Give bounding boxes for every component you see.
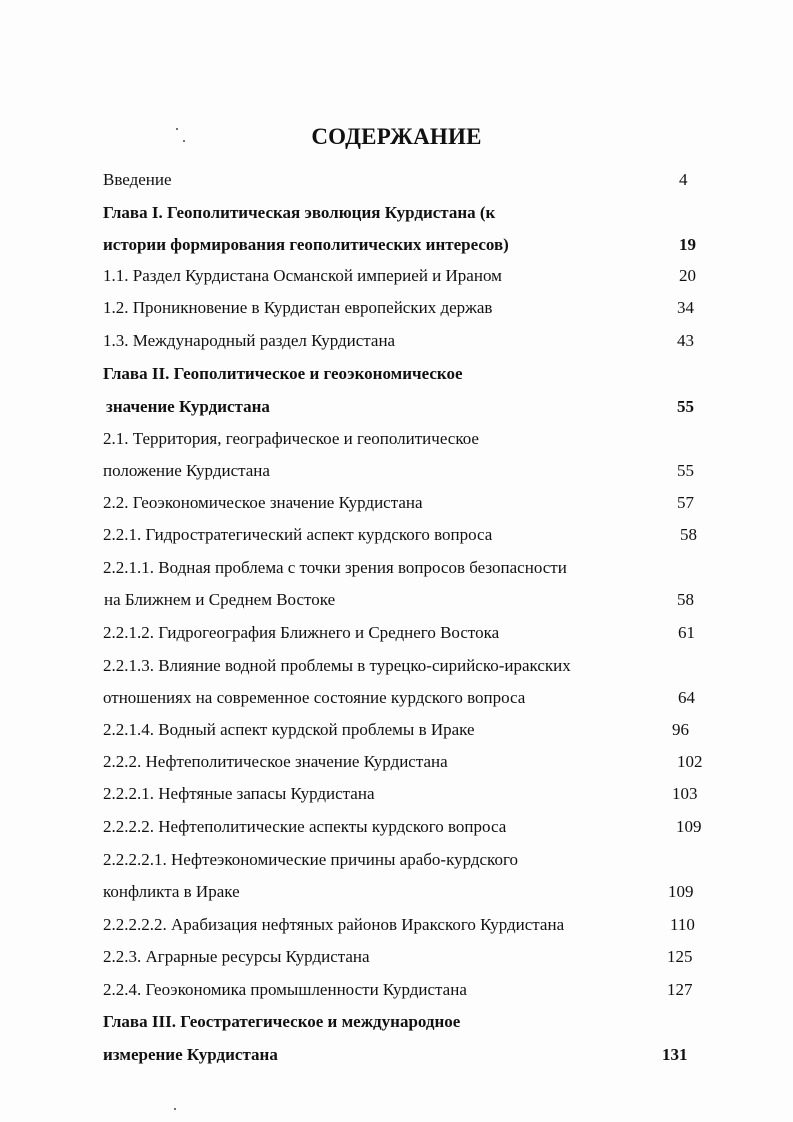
toc-entry-text: 2.2.1.1. Водная проблема с точки зрения вопросов безопасности: [103, 558, 567, 577]
toc-entry-page-number: 34: [677, 298, 694, 317]
toc-entry-text: 2.2.2.2.1. Нефтеэкономические причины арабо-курдского: [103, 850, 519, 869]
toc-entry-page-number: 57: [677, 493, 694, 512]
toc-entry-text: 2.2.1.4. Водный аспект курдской проблемы в Ираке: [103, 720, 475, 739]
toc-entry-text: на Ближнем и Среднем Востоке: [104, 590, 336, 609]
scan-speck: [174, 1108, 176, 1110]
toc-entry-text: Глава III. Геостратегическое и международное: [103, 1012, 461, 1031]
toc-entry-text: 2.2.1. Гидростратегический аспект курдского вопроса: [103, 525, 493, 544]
toc-entry-page-number: 58: [680, 525, 697, 544]
toc-entry-text: 2.2.1.3. Влияние водной проблемы в турецко-сирийско-иракских: [103, 656, 571, 675]
toc-entry-page-number: 61: [678, 623, 695, 642]
toc-entry-page-number: 43: [677, 331, 694, 350]
toc-entry-page-number: 55: [677, 461, 694, 480]
toc-entry-text: истории формирования геополитических интересов): [103, 235, 509, 254]
page-title: СОДЕРЖАНИЕ: [311, 124, 482, 149]
scan-speck: [183, 140, 185, 142]
toc-entry-text: Глава II. Геополитическое и геоэкономическое: [103, 364, 463, 383]
toc-entry-text: Глава I. Геополитическая эволюция Курдистана (к: [103, 203, 496, 222]
toc-entry-page-number: 110: [670, 915, 695, 934]
toc-entry-text: 2.2.4. Геоэкономика промышленности Курдистана: [103, 980, 467, 999]
toc-entry-page-number: 55: [677, 397, 694, 416]
toc-entry-text: конфликта в Ираке: [103, 882, 240, 901]
toc-entry-text: измерение Курдистана: [103, 1045, 278, 1064]
toc-entry-text: значение Курдистана: [106, 397, 270, 416]
toc-entry-text: Введение: [103, 170, 172, 189]
toc-entry-text: 2.2.2.2.2. Арабизация нефтяных районов Иракского Курдистана: [103, 915, 565, 934]
toc-entry-page-number: 64: [678, 688, 695, 707]
toc-entry-text: 1.3. Международный раздел Курдистана: [103, 331, 396, 350]
toc-entry-text: 1.2. Проникновение в Курдистан европейских держав: [103, 298, 493, 317]
toc-entry-page-number: 109: [668, 882, 694, 901]
toc-entry-page-number: 19: [679, 235, 696, 254]
toc-entry-text: 1.1. Раздел Курдистана Османской империей и Ираном: [103, 266, 502, 285]
toc-entry-text: 2.2.2. Нефтеполитическое значение Курдистана: [103, 752, 448, 771]
toc-entry-page-number: 96: [672, 720, 689, 739]
toc-entry-page-number: 103: [672, 784, 698, 803]
toc-entry-page-number: 125: [667, 947, 693, 966]
toc-entry-page-number: 131: [662, 1045, 688, 1064]
toc-entry-page-number: 102: [677, 752, 703, 771]
toc-entry-page-number: 127: [667, 980, 693, 999]
toc-entry-page-number: 20: [679, 266, 696, 285]
toc-entry-text: 2.2.3. Аграрные ресурсы Курдистана: [103, 947, 370, 966]
toc-entry-page-number: 58: [677, 590, 694, 609]
toc-entry-text: положение Курдистана: [103, 461, 270, 480]
toc-entry-text: 2.2.2.2. Нефтеполитические аспекты курдского вопроса: [103, 817, 507, 836]
toc-entry-text: 2.1. Территория, географическое и геополитическое: [103, 429, 479, 448]
toc-entry-text: 2.2.1.2. Гидрогеография Ближнего и Среднего Востока: [103, 623, 500, 642]
toc-entry-text: 2.2. Геоэкономическое значение Курдистана: [103, 493, 423, 512]
toc-entry-text: отношениях на современное состояние курдского вопроса: [103, 688, 526, 707]
toc-entry-text: 2.2.2.1. Нефтяные запасы Курдистана: [103, 784, 375, 803]
scan-speck: [176, 128, 178, 130]
toc-entry-page-number: 4: [679, 170, 688, 189]
toc-entry-page-number: 109: [676, 817, 702, 836]
